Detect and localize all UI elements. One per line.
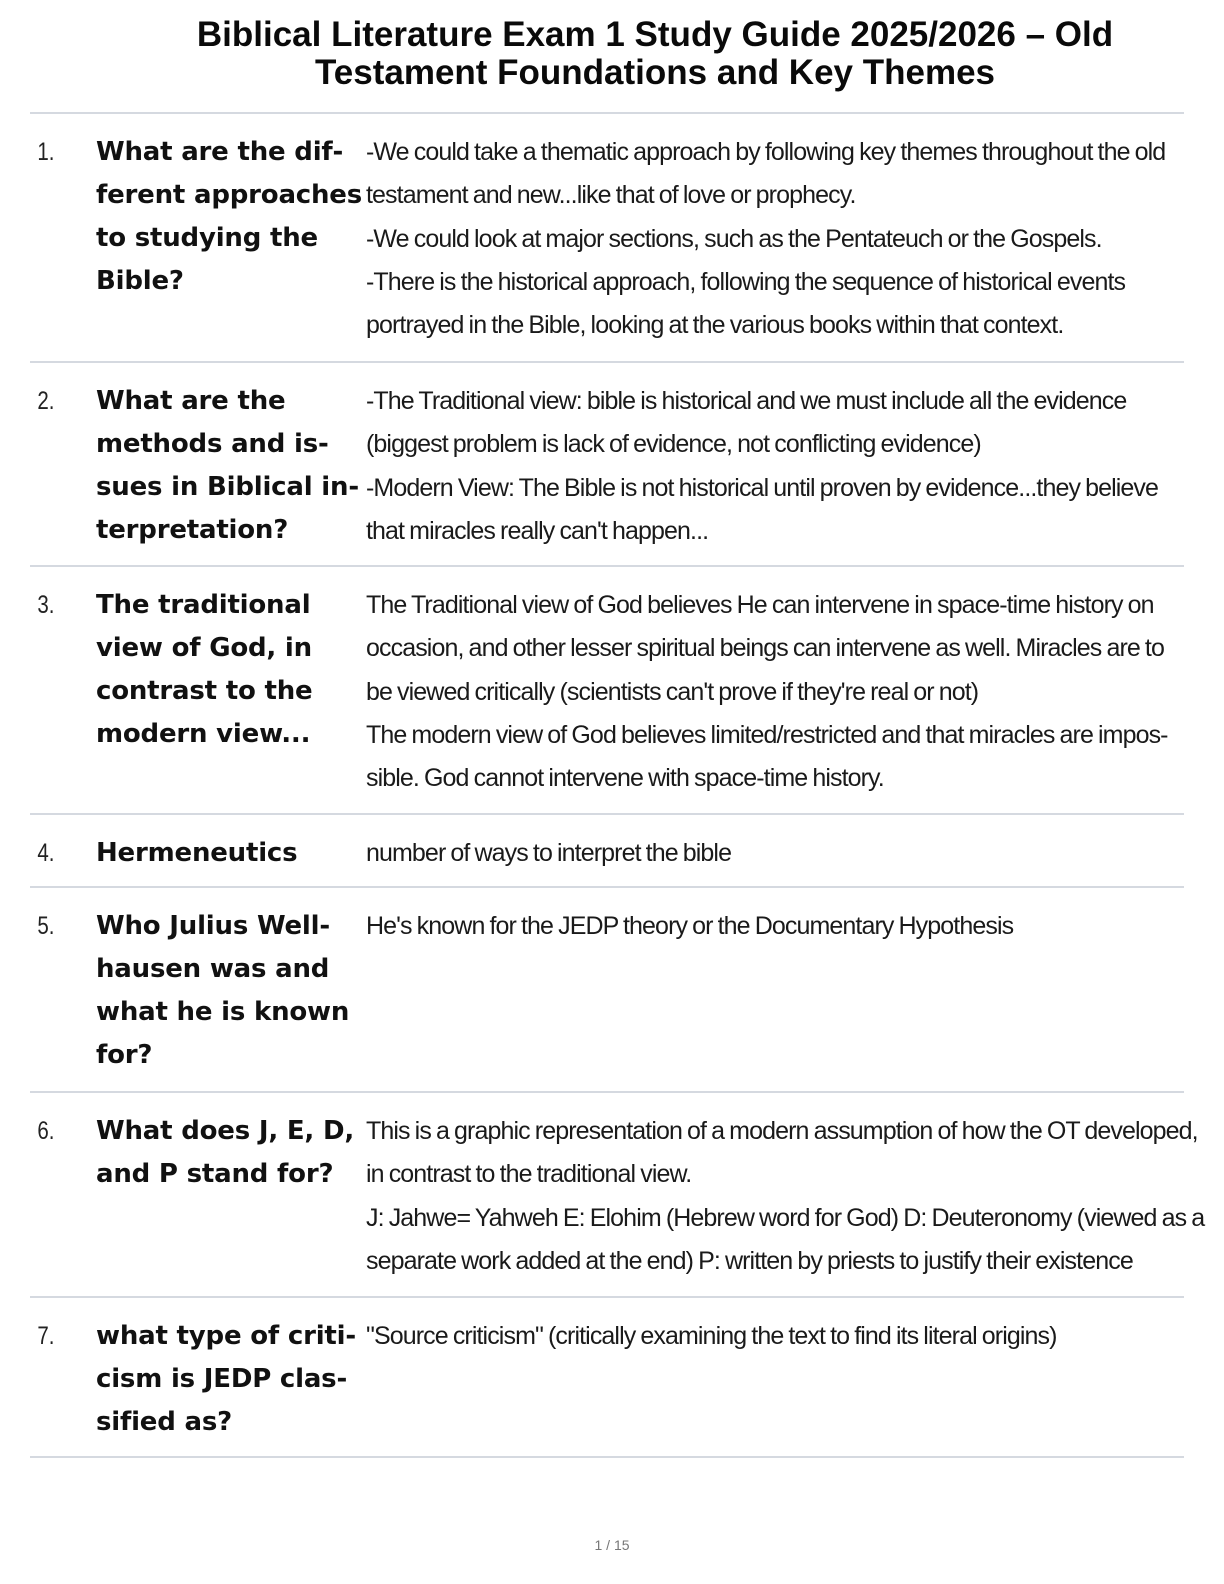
item-term: What are the methods and issues in Biblical interpretation? — [96, 386, 360, 545]
definition-line: This is a graphic representation of a modern assumption of how the OT developed, — [366, 1117, 1198, 1145]
definition-line: -There is the historical approach, following the sequence of historical events — [366, 267, 1126, 296]
definition-line: occasion, and other lesser spiritual beings can intervene as well. Miracles are to — [366, 634, 1164, 663]
qa-item — [30, 888, 1184, 1093]
definition-line: number of ways to interpret the bible — [366, 839, 732, 867]
item-term: The traditional view of God, in contrast to the modern view... — [96, 590, 313, 749]
item-number: 7. — [37, 1322, 55, 1350]
definition-line: portrayed in the Bible, looking at the various books within that context. — [366, 311, 1064, 340]
qa-item — [30, 567, 1184, 815]
qa-item — [30, 1093, 1205, 1298]
item-definition — [366, 380, 1176, 553]
page-indicator: 1 / 15 — [594, 1537, 630, 1553]
qa-item — [30, 815, 1184, 888]
item-number: 6. — [37, 1117, 55, 1145]
definition-line: that miracles really can't happen... — [366, 516, 709, 545]
page-title — [150, 16, 1160, 92]
definition-line: sible. God cannot intervene with space-time history. — [366, 764, 884, 793]
item-term: what type of criticism is JEDP classified as? — [96, 1321, 357, 1437]
item-number: 1. — [37, 138, 55, 166]
item-definition — [366, 832, 1176, 875]
title-line-1: Biblical Literature Exam 1 Study Guide 2025/2026 – Old — [196, 15, 1114, 54]
qa-item — [30, 114, 1184, 363]
qa-item — [30, 1298, 1184, 1458]
item-definition — [366, 1315, 1176, 1358]
item-definition — [366, 905, 1176, 948]
definition-line: -We could look at major sections, such as the Pentateuch or the Gospels. — [366, 224, 1102, 253]
definition-line: be viewed critically (scientists can't prove if they're real or not) — [366, 677, 979, 706]
item-number: 5. — [37, 912, 55, 940]
definition-line: The modern view of God believes limited/restricted and that miracles are impos- — [366, 720, 1168, 749]
definition-line: -The Traditional view: bible is historical and we must include all the evidence — [366, 387, 1127, 415]
definition-line: (biggest problem is lack of evidence, not conflicting evidence) — [366, 430, 981, 459]
item-number: 2. — [37, 387, 55, 415]
item-definition — [366, 584, 1176, 800]
item-term: Hermeneutics — [96, 838, 298, 868]
definition-line: J: Jahwe= Yahweh E: Elohim (Hebrew word for God) D: Deuteronomy (viewed as a — [366, 1203, 1205, 1232]
item-definition — [366, 1110, 1205, 1283]
definition-line: The Traditional view of God believes He can intervene in space-time history on — [366, 591, 1154, 619]
definition-line: -Modern View: The Bible is not historical until proven by evidence...they believe — [366, 473, 1159, 502]
item-definition — [366, 131, 1176, 347]
qa-item — [30, 363, 1184, 567]
definition-line: testament and new...like that of love or prophecy. — [366, 181, 856, 210]
item-term: What does J, E, D, and P stand for? — [96, 1116, 354, 1189]
item-number: 3. — [37, 591, 55, 619]
item-number: 4. — [37, 839, 55, 867]
definition-line: He's known for the JEDP theory or the Documentary Hypothesis — [366, 912, 1014, 940]
title-line-2: Testament Foundations and Key Themes — [314, 53, 996, 92]
definition-line: in contrast to the traditional view. — [366, 1160, 692, 1189]
qa-list — [30, 112, 1205, 1458]
definition-line: "Source criticism" (critically examining the text to find its literal origins) — [366, 1322, 1057, 1350]
item-term: What are the different approaches to studying the Bible? — [96, 137, 363, 296]
definition-line: separate work added at the end) P: written by priests to justify their existence — [366, 1246, 1133, 1275]
item-term: Who Julius Wellhausen was and what he is known for? — [96, 911, 350, 1070]
definition-line: -We could take a thematic approach by following key themes throughout the old — [366, 138, 1166, 166]
